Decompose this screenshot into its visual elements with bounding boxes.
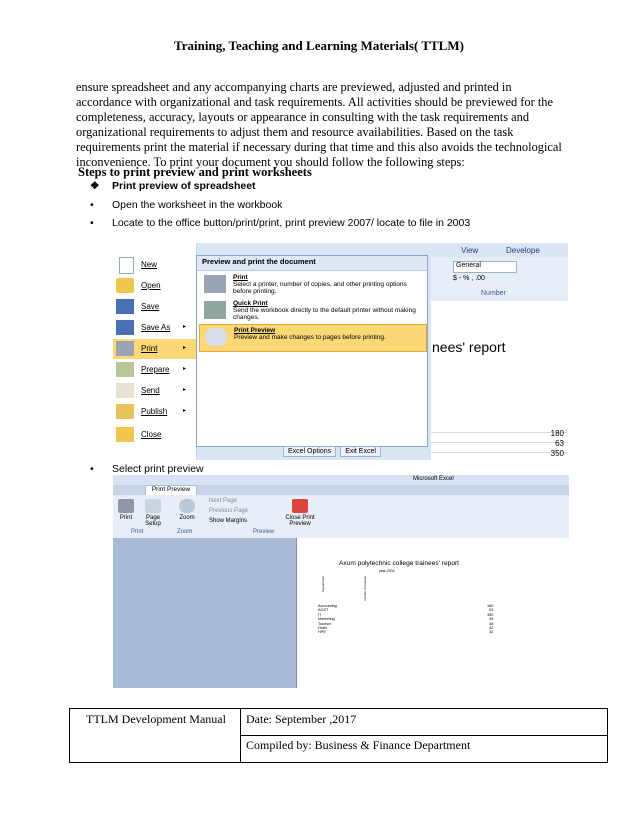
group-print: Print — [131, 529, 144, 535]
zoom-button[interactable]: Zoom — [175, 499, 199, 521]
folder-icon — [116, 278, 134, 293]
option-print-preview[interactable]: Print Preview Preview and make changes to pages before printing. — [199, 324, 427, 352]
report-title-cell: nees' report — [432, 339, 506, 355]
menu-item-send[interactable]: Send ▸ — [113, 381, 196, 401]
magnifier-icon — [205, 328, 227, 346]
cell-value: 180 — [550, 429, 564, 438]
column-header: number of trainees — [363, 576, 367, 602]
cell-value: 350 — [550, 449, 564, 458]
menu-item-print[interactable]: Print ▸ — [113, 339, 196, 359]
column-header: Department — [321, 576, 325, 592]
print-preview-screenshot — [113, 475, 569, 688]
quick-print-icon — [204, 301, 226, 319]
menu-item-publish[interactable]: Publish ▸ — [113, 402, 196, 422]
office-menu-screenshot — [113, 243, 568, 460]
bullet-text: Open the worksheet in the workbook — [112, 199, 283, 211]
tab-view[interactable]: View — [461, 246, 479, 255]
new-doc-icon — [119, 257, 134, 274]
cell-value: 63 — [555, 439, 564, 448]
option-print[interactable]: Print Select a printer, number of copies, and other printing options before printing. — [199, 272, 425, 298]
page-header: Training, Teaching and Learning Materials( TTLM) — [174, 38, 464, 53]
app-title: Microsoft Excel — [413, 476, 454, 482]
bullet-text: Print preview of spreadsheet — [112, 180, 256, 192]
menu-item-save-as[interactable]: Save As ▸ — [113, 318, 196, 338]
tab-developer[interactable]: Develope — [506, 246, 540, 255]
excel-options-button[interactable]: Excel Options — [283, 446, 336, 457]
footer-compiled: Compiled by: Business & Finance Department — [246, 738, 471, 752]
report-title: Axum polytechnic college trainees' report — [339, 560, 460, 567]
next-page-button[interactable]: Next Page — [209, 498, 238, 504]
show-margins-checkbox[interactable]: Show Margins — [209, 518, 248, 524]
submenu-title: Preview and print the document — [197, 256, 427, 271]
save-icon — [116, 299, 134, 314]
menu-item-new[interactable]: New — [113, 255, 196, 275]
close-icon — [292, 499, 308, 513]
close-folder-icon — [116, 427, 134, 442]
footer-date: Date: September ,2017 — [246, 712, 357, 726]
bullet-select-preview — [90, 463, 204, 475]
footer-manual: TTLM Development Manual — [86, 712, 226, 726]
tab-print-preview[interactable]: Print Preview — [145, 485, 197, 496]
report-subtitle: year 2004 — [379, 569, 395, 573]
bullet-open-worksheet — [90, 199, 282, 211]
option-quick-print[interactable]: Quick Print Send the workbook directly to the default printer without making changes. — [199, 298, 425, 324]
publish-icon — [116, 404, 134, 419]
preview-page — [296, 538, 569, 688]
print-preview-ribbon — [113, 495, 569, 539]
close-print-preview-button[interactable]: Close Print Preview — [281, 499, 319, 527]
print-submenu — [196, 255, 428, 447]
prepare-icon — [116, 362, 134, 377]
footer-table — [69, 708, 608, 763]
menu-item-open[interactable]: Open — [113, 276, 196, 296]
save-as-icon — [116, 320, 134, 335]
group-zoom: Zoom — [177, 529, 193, 535]
menu-item-close[interactable]: Close — [113, 425, 196, 445]
printer-icon — [116, 341, 134, 356]
bullet-text: Select print preview — [112, 463, 204, 475]
print-button[interactable]: Print — [116, 499, 136, 521]
menu-item-prepare[interactable]: Prepare ▸ — [113, 360, 196, 380]
menu-item-save[interactable]: Save — [113, 297, 196, 317]
group-number-label: Number — [481, 290, 506, 297]
exit-excel-button[interactable]: Exit Excel — [340, 446, 381, 457]
number-format-select[interactable]: General — [453, 261, 517, 273]
report-rows: Accounting AOST IT Marketing Tourism Hotel HPE — [318, 604, 337, 635]
dot-bullet-icon: • — [90, 199, 94, 211]
page-setup-button[interactable]: Page Setup — [140, 499, 166, 527]
magnifier-icon — [179, 499, 195, 513]
diamond-bullet-icon: ❖ — [90, 180, 100, 192]
printer-icon — [204, 275, 226, 293]
bullet-print-preview — [90, 180, 256, 192]
dot-bullet-icon: • — [90, 217, 94, 229]
previous-page-button[interactable]: Previous Page — [209, 508, 249, 514]
excel-background — [431, 243, 568, 460]
office-menu-left — [113, 243, 197, 460]
send-icon — [116, 383, 134, 398]
printer-icon — [118, 499, 134, 513]
bullet-locate-office — [90, 217, 470, 229]
report-values: 180 63 350 45 48 42 32 — [487, 604, 494, 635]
menu-footer — [283, 446, 385, 457]
body-paragraph: ensure spreadsheet and any accompanying charts are previewed, adjusted and printed in accordance with organizational and task requirements. All activities should be previewed for the completeness, accuracy, layouts or appearance in consulting with the task requirements and organizational requirements to adjust them and resource availabilities. Based on the task requirements print the material if necessary during that time and this also avoids the technological inconvenience. To print your document you should follow the following steps: — [76, 80, 562, 169]
number-format-buttons[interactable]: $ - % , .00 — [453, 275, 485, 282]
group-preview: Preview — [253, 529, 275, 535]
steps-heading: Steps to print preview and print worksheets — [78, 165, 312, 179]
page-setup-icon — [145, 499, 161, 513]
bullet-text: Locate to the office button/print/print, print preview 2007/ locate to file in 2003 — [112, 217, 471, 229]
dot-bullet-icon: • — [90, 463, 94, 475]
